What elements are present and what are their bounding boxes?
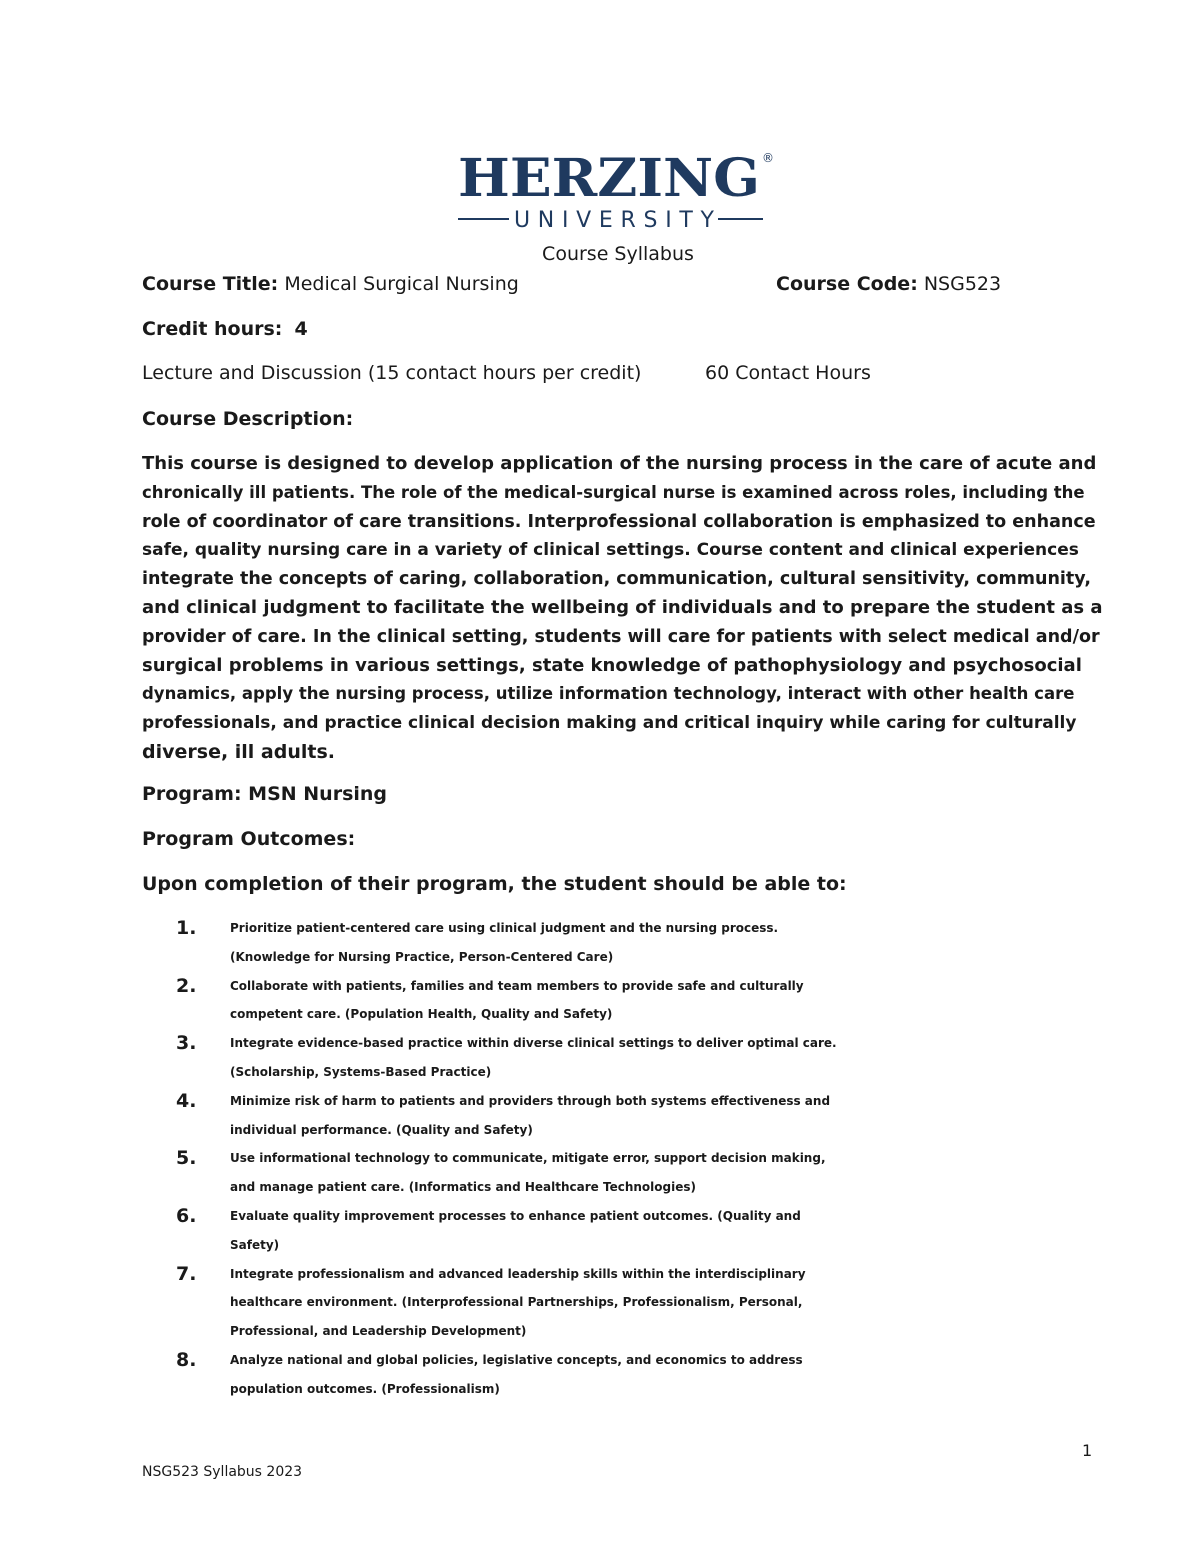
description-line: integrate the concepts of caring, collaboration, communication, cultural sensitivity, community,: [142, 569, 1091, 590]
list-item-line: (Knowledge for Nursing Practice, Person-Centered Care): [230, 949, 614, 964]
description-line: and clinical judgment to facilitate the wellbeing of individuals and to prepare the student as a: [142, 596, 1103, 618]
document-heading: Course Syllabus: [542, 243, 694, 265]
list-item-line: Prioritize patient-centered care using clinical judgment and the nursing process.: [230, 921, 779, 935]
course-description-label: Course Description:: [142, 408, 354, 430]
list-item-number: 8.: [176, 1348, 197, 1371]
list-item-line: Professional, and Leadership Development): [230, 1324, 527, 1339]
description-line: diverse, ill adults.: [142, 740, 336, 763]
course-code-row: [776, 273, 1001, 295]
list-item-number: 2.: [176, 974, 197, 997]
program-outcomes-list: [142, 914, 1102, 1404]
list-item-number: 3.: [176, 1032, 197, 1055]
course-title-value: Medical Surgical Nursing: [284, 273, 519, 295]
list-item-line: Safety): [230, 1237, 280, 1252]
list-item-line: (Scholarship, Systems-Based Practice): [230, 1064, 492, 1079]
contact-hours-text: 60 Contact Hours: [705, 362, 871, 384]
description-line: surgical problems in various settings, state knowledge of pathophysiology and psychosocial: [142, 654, 1082, 676]
course-description-body: [142, 450, 1102, 767]
list-item-line: competent care. (Population Health, Quality and Safety): [230, 1007, 613, 1022]
list-item: [142, 1029, 1102, 1087]
program-value: MSN Nursing: [248, 783, 388, 805]
herzing-university-logo: [455, 140, 775, 232]
footer-text: NSG523 Syllabus 2023: [142, 1464, 303, 1480]
list-item-number: 6.: [176, 1204, 197, 1227]
description-line: safe, quality nursing care in a variety of clinical settings. Course content and clinical experiences: [142, 540, 1079, 561]
page-number: 1: [1082, 1441, 1093, 1460]
list-item-line: healthcare environment. (Interprofessional Partnerships, Professionalism, Personal,: [230, 1295, 803, 1310]
logo-wordmark: HERZING: [458, 148, 760, 209]
list-item-number: 4.: [176, 1089, 197, 1112]
list-item: [142, 1144, 1102, 1202]
description-line: provider of care. In the clinical setting, students will care for patients with select medical and/or: [142, 626, 1100, 647]
list-item-line: Evaluate quality improvement processes to enhance patient outcomes. (Quality and: [230, 1208, 801, 1223]
list-item-line: Integrate professionalism and advanced leadership skills within the interdisciplinary: [230, 1266, 806, 1281]
list-item-line: Minimize risk of harm to patients and providers through both systems effectiveness and: [230, 1093, 831, 1108]
logo-registered-mark: ®: [762, 151, 774, 165]
program-label: Program:: [142, 783, 242, 805]
program-outcomes-label: Program Outcomes:: [142, 828, 356, 850]
course-code-value: NSG523: [923, 273, 1002, 295]
course-code-label: Course Code:: [776, 273, 918, 295]
program-row: [142, 783, 387, 805]
list-item-line: Analyze national and global policies, legislative concepts, and economics to address: [230, 1352, 803, 1367]
logo-subword: UNIVERSITY: [514, 208, 714, 232]
list-item-line: Integrate evidence-based practice within diverse clinical settings to deliver optimal care.: [230, 1036, 837, 1051]
list-item-line: population outcomes. (Professionalism): [230, 1381, 500, 1396]
description-line: This course is designed to develop application of the nursing process in the care of acute and: [142, 453, 1097, 474]
list-item-line: Collaborate with patients, families and team members to provide safe and culturally: [230, 978, 804, 993]
description-line: professionals, and practice clinical decision making and critical inquiry while caring for culturally: [142, 713, 1077, 734]
credit-hours-row: [142, 318, 308, 340]
list-item: [142, 1260, 1102, 1346]
list-item-number: 1.: [176, 917, 197, 939]
list-item: [142, 972, 1102, 1030]
list-item: [142, 1346, 1102, 1404]
course-title-row: [142, 273, 519, 295]
list-item-number: 7.: [176, 1262, 197, 1285]
list-item: [142, 1087, 1102, 1145]
list-item-line: individual performance. (Quality and Safety): [230, 1122, 533, 1137]
lecture-discussion-text: Lecture and Discussion (15 contact hours per credit): [142, 362, 642, 384]
description-line: chronically ill patients. The role of the medical-surgical nurse is examined across roles, including the: [142, 482, 1085, 502]
list-item: [142, 1202, 1102, 1260]
description-line: role of coordinator of care transitions. Interprofessional collaboration is emphasized to enhance: [142, 511, 1096, 532]
credit-hours-value: 4: [294, 318, 308, 340]
list-item-line: and manage patient care. (Informatics and Healthcare Technologies): [230, 1180, 696, 1195]
list-item: [142, 914, 1102, 972]
description-line: dynamics, apply the nursing process, utilize information technology, interact with other health care: [142, 684, 1075, 704]
program-outcomes-intro: Upon completion of their program, the student should be able to:: [142, 873, 847, 895]
list-item-number: 5.: [176, 1147, 197, 1170]
credit-hours-label: Credit hours:: [142, 318, 283, 340]
list-item-line: Use informational technology to communicate, mitigate error, support decision making,: [230, 1151, 826, 1166]
course-title-label: Course Title:: [142, 273, 279, 295]
